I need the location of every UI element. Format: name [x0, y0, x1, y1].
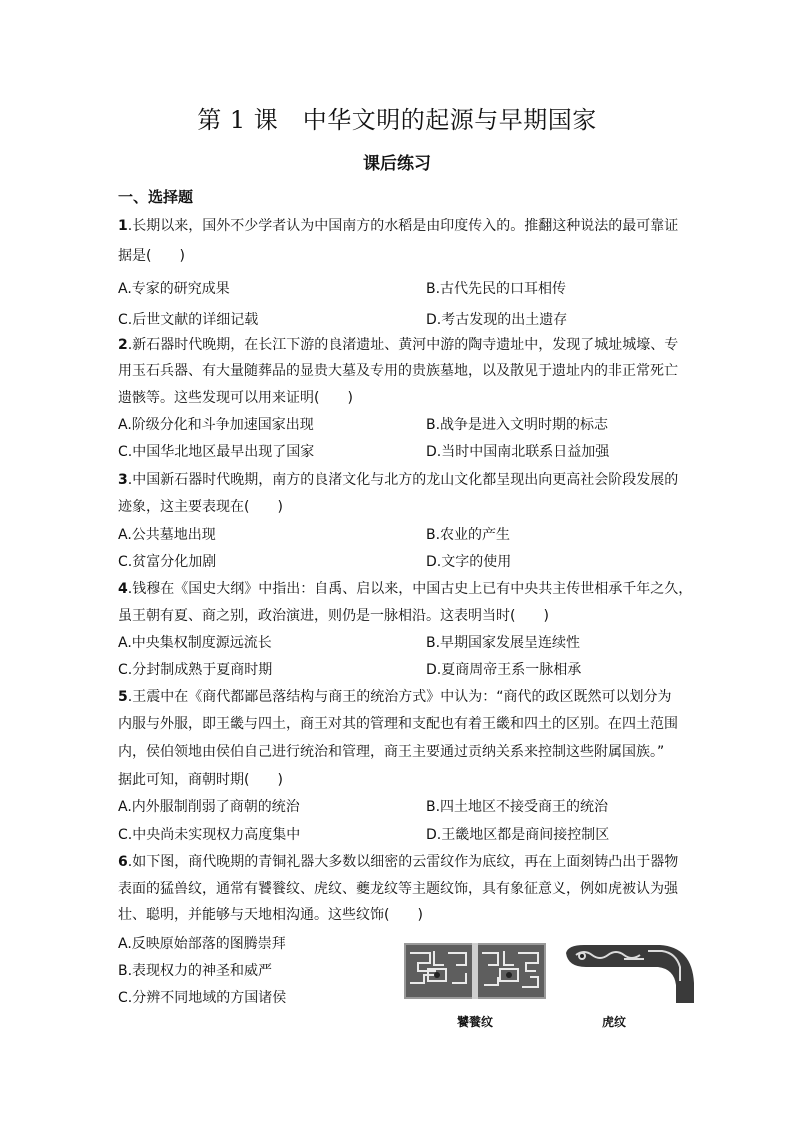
- page-subtitle: 课后练习: [363, 154, 431, 174]
- q1-option-c: C.后世文献的详细记载: [118, 312, 259, 328]
- q3-option-a: A.公共墓地出现: [118, 527, 216, 543]
- q1-option-d: D.考古发现的出土遗存: [426, 312, 568, 328]
- q5-line-1: 5.王震中在《商代都鄙邑落结构与商王的统治方式》中认为：“商代的政区既然可以划分为: [118, 689, 672, 705]
- q5-option-b: B.四土地区不接受商王的统治: [426, 799, 609, 815]
- page-title: 第 1 课 中华文明的起源与早期国家: [197, 106, 597, 134]
- q3-line-2: 迹象，这主要表现在( ): [118, 499, 283, 515]
- q4-option-c: C.分封制成熟于夏商时期: [118, 662, 273, 678]
- q2-option-c: C.中国华北地区最早出现了国家: [118, 444, 315, 460]
- q2-line-2: 用玉石兵器、有大量随葬品的显贵大墓及专用的贵族墓地，以及散见于遗址内的非正常死亡: [118, 363, 678, 379]
- q1-line-1: 1.长期以来，国外不少学者认为中国南方的水稻是由印度传入的。推翻这种说法的最可靠证: [118, 218, 679, 234]
- q1-option-b: B.古代先民的口耳相传: [426, 281, 567, 297]
- q1-option-a: A.专家的研究成果: [118, 281, 230, 297]
- q5-line-3: 内，侯伯领地由侯伯自己进行统治和管理，商王主要通过贡纳关系来控制这些附属国族。”: [118, 744, 665, 760]
- q3-option-b: B.农业的产生: [426, 527, 511, 543]
- q6-line-2: 表面的猛兽纹，通常有饕餮纹、虎纹、夔龙纹等主题纹饰，具有象征意义，例如虎被认为强: [118, 881, 678, 897]
- q1-line-2: 据是( ): [118, 248, 185, 264]
- taotie-caption: 饕餮纹: [456, 1015, 493, 1029]
- q3-line-1: 3.中国新石器时代晚期，南方的良渚文化与北方的龙山文化都呈现出向更高社会阶段发展的: [118, 472, 679, 488]
- q3-option-d: D.文字的使用: [426, 554, 512, 570]
- q6-option-c: C.分辨不同地域的方国诸侯: [118, 990, 287, 1006]
- q5-line-4: 据此可知，商朝时期( ): [118, 772, 283, 788]
- q2-line-3: 遗骸等。这些发现可以用来证明( ): [118, 390, 353, 406]
- q4-option-a: A.中央集权制度源远流长: [118, 635, 272, 651]
- q4-option-d: D.夏商周帝王系一脉相承: [426, 662, 582, 678]
- q5-option-a: A.内外服制削弱了商朝的统治: [118, 799, 300, 815]
- q5-line-2: 内服与外服，即王畿与四土，商王对其的管理和支配也有着王畿和四土的区别。在四土范围: [118, 716, 678, 732]
- q4-option-b: B.早期国家发展呈连续性: [426, 635, 581, 651]
- q6-option-a: A.反映原始部落的图腾崇拜: [118, 936, 286, 952]
- q4-line-2: 虽王朝有夏、商之别，政治演进，则仍是一脉相沿。这表明当时( ): [118, 608, 549, 624]
- q5-option-c: C.中央尚未实现权力高度集中: [118, 827, 301, 843]
- q6-line-3: 壮、聪明，并能够与天地相沟通。这些纹饰( ): [118, 907, 423, 923]
- q4-line-1: 4.钱穆在《国史大纲》中指出：自禹、启以来，中国古史上已有中央共主传世相承千年之久，: [118, 581, 693, 597]
- taotie-pattern-image: [404, 943, 546, 999]
- q2-option-b: B.战争是进入文明时期的标志: [426, 417, 609, 433]
- q2-option-a: A.阶级分化和斗争加速国家出现: [118, 417, 314, 433]
- q5-option-d: D.王畿地区都是商间接控制区: [426, 827, 610, 843]
- tiger-pattern-image: [564, 943, 696, 1005]
- q3-option-c: C.贫富分化加剧: [118, 554, 217, 570]
- tiger-caption: 虎纹: [601, 1015, 626, 1029]
- section-heading: 一、选择题: [118, 188, 194, 206]
- q2-line-1: 2.新石器时代晚期，在长江下游的良渚遗址、黄河中游的陶寺遗址中，发现了城址城壕、专: [118, 337, 679, 353]
- q2-option-d: D.当时中国南北联系日益加强: [426, 444, 610, 460]
- q6-option-b: B.表现权力的神圣和威严: [118, 963, 273, 979]
- q6-line-1: 6.如下图，商代晚期的青铜礼器大多数以细密的云雷纹作为底纹，再在上面刻铸凸出于器物: [118, 854, 679, 870]
